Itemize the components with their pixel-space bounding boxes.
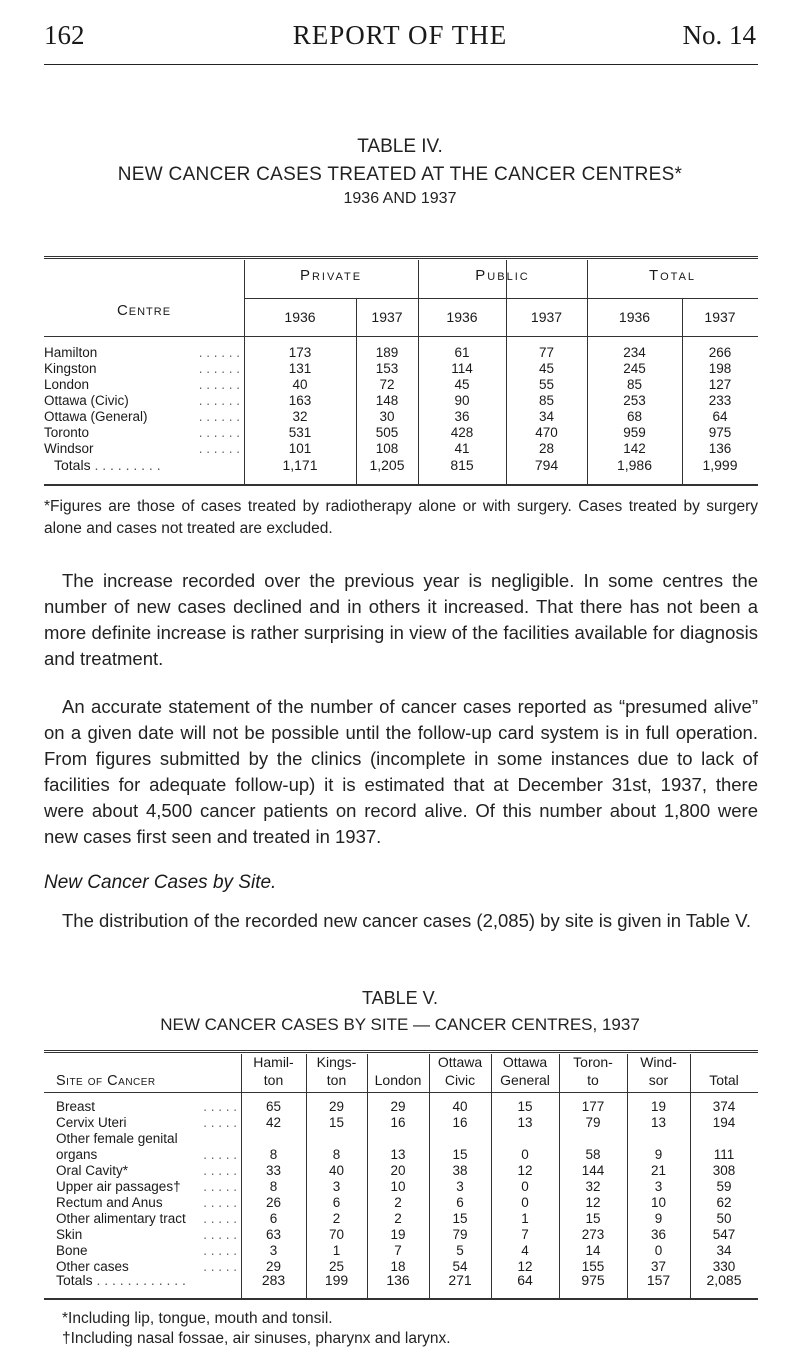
table5-cell: 9 (654, 1147, 663, 1162)
table5-column-header: ton (326, 1072, 347, 1088)
table4-header-rule (244, 298, 758, 299)
table5-cell: 155 (581, 1259, 605, 1274)
table5-column-header: Toron- (573, 1054, 613, 1070)
table4-cell: 142 (623, 441, 646, 456)
table5-site-label: Other cases (56, 1259, 129, 1274)
table5-cell: 8 (269, 1179, 278, 1194)
table5-cell: 58 (585, 1147, 601, 1162)
table4-cell: 36 (454, 409, 470, 424)
table4-centre-label: Toronto (44, 425, 90, 440)
table5-cell: 29 (265, 1259, 282, 1274)
table5-cell: 16 (452, 1115, 468, 1130)
table4-year-header: 1937 (704, 309, 736, 325)
table5-site-label: Rectum and Anus (56, 1195, 163, 1210)
paragraph (44, 908, 758, 934)
table5-cell: 34 (716, 1243, 732, 1258)
table4-total-cell: 1,171 (282, 457, 318, 473)
leader-dots: . . . . . (203, 1211, 237, 1226)
table5-cell: 29 (390, 1099, 406, 1114)
table5-cell: 177 (581, 1099, 605, 1114)
table5-cell: 59 (716, 1179, 732, 1194)
table5-cell: 54 (452, 1259, 468, 1274)
table5-cell: 15 (452, 1147, 468, 1162)
table4-cell: 90 (454, 393, 470, 408)
table4-cell: 975 (708, 425, 732, 440)
table4-body-rule (44, 336, 758, 337)
table5-totals-row: Totals . . . . . . . . . . . . (56, 1272, 186, 1288)
table4-footnote: *Figures are those of cases treated by radiotherapy alone or with surgery. Cases treated by surgery alone and cases not treated are excluded. (44, 498, 758, 537)
table5-total-cell: 271 (448, 1272, 472, 1288)
table4-year-header: 1936 (618, 309, 651, 325)
table4-cell: 45 (454, 377, 470, 392)
table5-total-cell: 157 (646, 1272, 671, 1288)
table5-caption: TABLE V. (361, 988, 439, 1008)
table5-cell: 37 (650, 1259, 667, 1274)
table4-cell: 505 (375, 425, 399, 440)
table4-totals-label: Totals (54, 457, 91, 473)
table5-cell: 21 (650, 1163, 667, 1178)
table4-cell: 233 (708, 393, 732, 408)
table4-total-cell: 1,986 (616, 457, 653, 473)
paragraph (44, 694, 758, 850)
table4-year-header: 1936 (284, 309, 316, 325)
table4-total-cell: 1,205 (369, 457, 405, 473)
table4-cell: 131 (288, 361, 312, 376)
table5-cell: 32 (585, 1179, 601, 1194)
table5-cell: 13 (650, 1115, 667, 1130)
table5-cell: 13 (390, 1147, 406, 1162)
table5-site-label: Bone (56, 1243, 88, 1258)
table4-centre-header: Centre (116, 302, 172, 319)
table4-cell: 34 (538, 409, 555, 424)
table4-top-rule (44, 256, 758, 259)
leader-dots: . . . . . . (198, 393, 240, 408)
table5-cell: 40 (452, 1099, 468, 1114)
table4-total-cell: 794 (534, 457, 559, 473)
leader-dots: . . . . . (203, 1243, 237, 1258)
table5-column-header: Hamil- (253, 1054, 294, 1070)
table5-total-cell: 199 (324, 1272, 349, 1288)
report-number: No. 14 (682, 20, 756, 50)
table5-cell: 26 (265, 1195, 282, 1210)
table4-total-cell: 815 (450, 457, 474, 473)
table5-cell: 9 (654, 1211, 663, 1226)
table5-cell: 1 (521, 1211, 529, 1226)
table5-cell: 18 (390, 1259, 406, 1274)
table5-title: NEW CANCER CASES BY SITE — CANCER CENTRES, 1937 (160, 1015, 640, 1034)
table5-cell: 8 (332, 1147, 341, 1162)
table5-bottom-rule (44, 1298, 758, 1300)
table5-column-header: Ottawa (502, 1054, 548, 1070)
table4-cell: 245 (623, 361, 646, 376)
table5-cell: 547 (712, 1227, 736, 1242)
table5-top-rule (44, 1050, 758, 1053)
table4-year-header: 1937 (371, 309, 403, 325)
table5-cell: 6 (269, 1211, 278, 1226)
table4-group-header: Total (648, 267, 697, 284)
table4-centre-label: Ottawa (General) (44, 409, 148, 424)
leader-dots: . . . . . . (198, 425, 240, 440)
table5-footnote: *Including lip, tongue, mouth and tonsil. (62, 1310, 333, 1327)
table5-site-label: organs (56, 1147, 98, 1162)
table4-cell: 959 (623, 425, 646, 440)
table5-cell: 13 (517, 1115, 533, 1130)
table4-cell: 30 (379, 409, 395, 424)
table5-cell: 12 (517, 1259, 533, 1274)
table5-footnote: †Including nasal fossae, air sinuses, pharynx and larynx. (62, 1330, 451, 1347)
table4-cell: 266 (708, 345, 732, 360)
table5-header-rule (44, 1092, 758, 1093)
table5-column-header: to (587, 1072, 599, 1088)
table5-cell: 65 (265, 1099, 282, 1114)
header-rule (44, 64, 758, 65)
table5-total-cell: 64 (517, 1272, 533, 1288)
table5-column-header: London (374, 1072, 422, 1088)
table5-cell: 1 (332, 1243, 341, 1258)
leader-dots: . . . . . . (198, 361, 240, 376)
table5-cell: 0 (521, 1195, 529, 1210)
table5-column-header: sor (648, 1072, 669, 1088)
table4-cell: 85 (626, 377, 643, 392)
paragraph-text: The distribution of the recorded new cancer cases (2,085) by site is given in Table V. (62, 910, 751, 931)
table4-centre-label: Kingston (44, 361, 97, 376)
table5-cell: 79 (585, 1115, 601, 1130)
table4-cell: 101 (288, 441, 312, 456)
table5-cell: 6 (332, 1195, 341, 1210)
table4-centre-label: Windsor (44, 441, 94, 456)
table4-cell: 77 (538, 345, 555, 360)
table5-total-cell: 2,085 (706, 1272, 742, 1288)
table5-cell: 2 (332, 1211, 341, 1226)
table5-cell: 19 (390, 1227, 406, 1242)
table5-cell: 0 (654, 1243, 663, 1258)
table5-cell: 374 (712, 1099, 736, 1114)
table4-cell: 40 (292, 377, 308, 392)
table5-cell: 15 (585, 1211, 601, 1226)
table4-cell: 163 (288, 393, 312, 408)
table5-cell: 29 (328, 1099, 345, 1114)
leader-dots: . . . . . . (198, 377, 240, 392)
paragraph (44, 568, 758, 672)
page-number: 162 (44, 20, 85, 50)
table5-cell: 10 (390, 1179, 406, 1194)
table5-cell: 10 (650, 1195, 667, 1210)
table5-cell: 33 (265, 1163, 282, 1178)
leader-dots: . . . . . (203, 1163, 237, 1178)
table5-site-label: Skin (56, 1227, 83, 1242)
table5-cell: 50 (716, 1211, 732, 1226)
table4-cell: 531 (288, 425, 312, 440)
table5-column-header: Civic (444, 1072, 476, 1088)
table5-cell: 16 (390, 1115, 406, 1130)
leader-dots: . . . . . . (198, 345, 240, 360)
table5-cell: 2 (394, 1211, 402, 1226)
table4-cell: 173 (288, 345, 312, 360)
table5-column-header: Total (709, 1072, 739, 1088)
leader-dots: . . . . . (203, 1115, 237, 1130)
table4-cell: 127 (708, 377, 732, 392)
leader-dots: . . . . . (203, 1179, 237, 1194)
table5-cell: 308 (712, 1163, 736, 1178)
table5-column-header: Ottawa (437, 1054, 483, 1070)
table5-cell: 70 (328, 1227, 345, 1242)
table4-cell: 55 (538, 377, 555, 392)
leader-dots: . . . . . (203, 1195, 237, 1210)
table4-cell: 72 (379, 377, 395, 392)
leader-dots: . . . . . (203, 1147, 237, 1162)
table5-site-label: Cervix Uteri (56, 1115, 127, 1130)
table5-cell: 7 (521, 1227, 529, 1242)
table5-site-label: Other female genital (56, 1131, 178, 1146)
table5-site-label: Other alimentary tract (56, 1211, 186, 1226)
table5-cell: 5 (456, 1243, 464, 1258)
leader-dots: . . . . . (203, 1259, 237, 1274)
table4-cell: 198 (708, 361, 732, 376)
table4-cell: 41 (454, 441, 470, 456)
table4-centre-label: Ottawa (Civic) (44, 393, 129, 408)
table4-cell: 85 (538, 393, 555, 408)
table5-site-header: Site of Cancer (56, 1073, 156, 1089)
table5-cell: 194 (712, 1115, 736, 1130)
table5-cell: 38 (452, 1163, 468, 1178)
table5-cell: 330 (712, 1259, 736, 1274)
table5-cell: 12 (517, 1163, 533, 1178)
table4-totals-row: Totals . . . . . . . . . (54, 457, 161, 473)
table5-total-cell: 136 (386, 1272, 410, 1288)
table4-group-header: Public (475, 267, 530, 284)
table5-total-cell: 975 (581, 1272, 605, 1288)
table5-cell: 15 (328, 1115, 345, 1130)
table5 (44, 1050, 758, 1300)
table4-cell: 64 (712, 409, 728, 424)
table5-cell: 20 (390, 1163, 406, 1178)
table5-cell: 15 (452, 1211, 468, 1226)
table4-title: NEW CANCER CASES TREATED AT THE CANCER CENTRES* (117, 164, 683, 185)
table4 (44, 256, 758, 488)
table5-column-header: Wind- (640, 1054, 677, 1070)
table5-column-header: General (500, 1072, 550, 1088)
table4-subtitle: 1936 AND 1937 (343, 190, 457, 207)
table4-centre-label: Hamilton (44, 345, 98, 360)
table5-cell: 63 (265, 1227, 282, 1242)
table5-cell: 2 (394, 1195, 402, 1210)
table4-centre-label: London (44, 377, 90, 392)
table4-year-header: 1936 (446, 309, 478, 325)
table4-total-cell: 1,999 (702, 457, 738, 473)
table5-cell: 6 (456, 1195, 464, 1210)
leader-dots: . . . . . (203, 1227, 237, 1242)
table4-cell: 114 (451, 361, 473, 376)
table4-cell: 189 (375, 345, 399, 360)
table5-cell: 15 (517, 1099, 533, 1114)
table5-cell: 0 (521, 1147, 529, 1162)
section-heading: New Cancer Cases by Site. (44, 872, 277, 893)
table4-group-header: Private (299, 267, 363, 284)
leader-dots: . . . . . . (198, 409, 240, 424)
table5-site-label: Breast (56, 1099, 96, 1114)
table5-cell: 36 (650, 1227, 667, 1242)
paragraph-text: An accurate statement of the number of cancer cases reported as “presumed alive” on a given date will not be possible until the follow-up card system is in full operation. From figures submitted by the clinics (incomplete in some instances due to lack of facilities for adequate follow-up) it is estimated that at December 31st, 1937, there were about 4,500 cancer patients on record alive. Of this number about 1,800 were new cases first seen and treated in 1937. (44, 696, 758, 847)
table5-column-headers (44, 1054, 758, 1092)
table5-cell: 3 (456, 1179, 464, 1194)
table5-cell: 3 (269, 1243, 278, 1258)
table5-column-header: Kings- (316, 1054, 357, 1070)
table4-cell: 32 (292, 409, 308, 424)
running-title: REPORT OF THE (292, 20, 508, 50)
table5-cell: 3 (332, 1179, 341, 1194)
table5-cell: 25 (328, 1259, 345, 1274)
table4-year-header: 1937 (530, 309, 563, 325)
table5-total-cell: 283 (261, 1272, 286, 1288)
table5-cell: 7 (394, 1243, 402, 1258)
table4-cell: 108 (375, 441, 399, 456)
table4-bottom-rule (44, 484, 758, 486)
table5-column-header: ton (263, 1072, 284, 1088)
table4-cell: 45 (538, 361, 555, 376)
table5-cell: 12 (585, 1195, 601, 1210)
table4-cell: 153 (375, 361, 399, 376)
table5-site-label: Upper air passages† (56, 1179, 181, 1194)
table5-cell: 40 (328, 1163, 345, 1178)
table5-cell: 79 (452, 1227, 468, 1242)
table4-cell: 253 (623, 393, 646, 408)
table5-totals-label: Totals (56, 1272, 93, 1288)
table5-cell: 0 (521, 1179, 529, 1194)
table5-cell: 3 (654, 1179, 663, 1194)
table5-cell: 8 (269, 1147, 278, 1162)
paragraph-text: The increase recorded over the previous year is negligible. In some centres the number of new cases declined and in others it increased. That there has not been a more definite increase is rather surprising in view of the facilities available for diagnosis and treatment. (44, 570, 758, 669)
table5-cell: 19 (650, 1099, 667, 1114)
table5-cell: 42 (265, 1115, 282, 1130)
table4-cell: 234 (623, 345, 646, 360)
table4-cell: 28 (538, 441, 555, 456)
leader-dots: . . . . . (203, 1099, 237, 1114)
table4-cell: 470 (535, 425, 558, 440)
table4-caption: TABLE IV. (357, 136, 443, 157)
table5-cell: 273 (581, 1227, 605, 1242)
table4-cell: 148 (375, 393, 399, 408)
table5-cell: 144 (581, 1163, 605, 1178)
table4-cell: 428 (450, 425, 474, 440)
table5-cell: 62 (716, 1195, 732, 1210)
table4-cell: 68 (626, 409, 643, 424)
table5-cell: 111 (713, 1147, 735, 1162)
table5-cell: 4 (521, 1243, 529, 1258)
leader-dots: . . . . . . (198, 441, 240, 456)
table5-site-label: Oral Cavity* (56, 1163, 129, 1178)
table4-cell: 61 (454, 345, 470, 360)
table4-cell: 136 (708, 441, 732, 456)
table5-cell: 14 (585, 1243, 601, 1258)
